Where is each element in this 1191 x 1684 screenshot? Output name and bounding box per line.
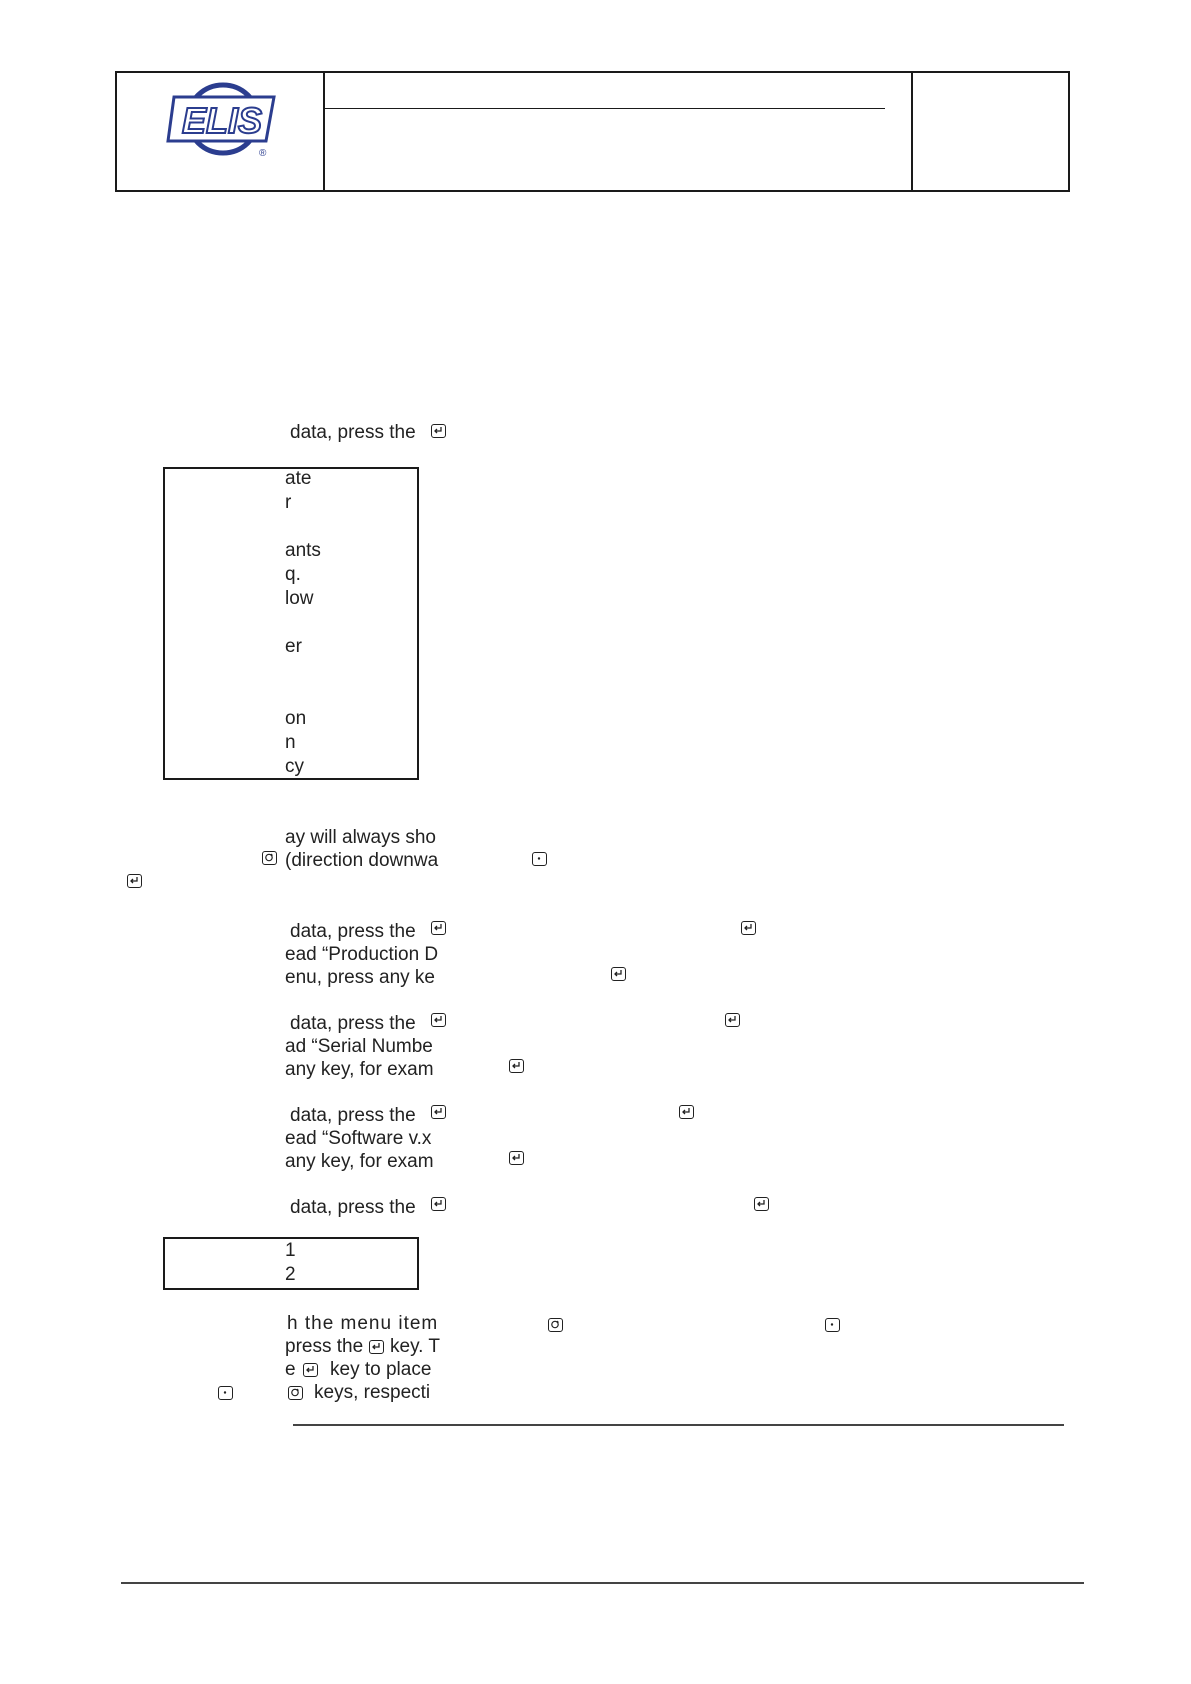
p4-line2: ead “Software v.x	[285, 1128, 432, 1149]
enter-key-icon	[431, 424, 446, 438]
enter-key-icon	[509, 1151, 524, 1165]
option-list	[285, 1239, 415, 1288]
enter-key-icon	[754, 1197, 769, 1211]
menu-item: er	[285, 636, 302, 657]
p6-line4b: keys, respecti	[314, 1382, 431, 1403]
header-logo-cell	[117, 73, 325, 190]
menu-item: ants	[285, 540, 321, 561]
select-key-icon	[825, 1318, 840, 1332]
p4-line1: data, press the	[290, 1105, 416, 1126]
select-key-icon	[218, 1386, 233, 1400]
p6-line3b: key to place	[330, 1359, 432, 1380]
enter-key-icon	[679, 1105, 694, 1119]
option-item: 2	[285, 1264, 296, 1285]
enter-key-icon	[611, 967, 626, 981]
menu-item: n	[285, 732, 296, 753]
enter-key-icon	[431, 1105, 446, 1119]
paragraph-3	[285, 1012, 448, 1084]
footer-divider	[121, 1582, 1084, 1584]
enter-key-icon	[431, 921, 446, 935]
paragraph-2	[285, 920, 448, 992]
p1-line2: (direction downwa	[285, 850, 439, 871]
enter-key-icon	[725, 1013, 740, 1027]
p5-line1: data, press the	[290, 1197, 416, 1218]
paragraph-6	[285, 1312, 448, 1408]
p3-line2: ad “Serial Numbe	[285, 1036, 433, 1057]
p2-line2: ead “Production D	[285, 944, 439, 965]
section-divider	[293, 1424, 1064, 1426]
p2-line1: data, press the	[290, 921, 416, 942]
intro-text: data, press the	[290, 422, 416, 443]
menu-item: cy	[285, 756, 304, 777]
enter-key-icon	[741, 921, 756, 935]
paragraph-1	[285, 826, 448, 876]
menu-item: ate	[285, 468, 312, 489]
header-page-cell	[915, 73, 1065, 189]
p4-line3: any key, for exam	[285, 1151, 434, 1172]
p6-line1: h the menu item	[287, 1313, 439, 1334]
enter-key-icon	[431, 1197, 446, 1211]
menu-list	[285, 467, 415, 780]
menu-item: q.	[285, 564, 301, 585]
enter-key-icon	[431, 1013, 446, 1027]
p6-line2b: key. T	[390, 1336, 440, 1357]
enter-key-icon	[509, 1059, 524, 1073]
enter-key-icon	[369, 1340, 384, 1354]
document-header	[115, 71, 1070, 192]
header-title-cell	[323, 73, 885, 109]
header-divider	[911, 73, 913, 190]
enter-key-icon	[303, 1363, 318, 1377]
select-key-icon	[532, 852, 547, 866]
cycle-key-icon	[548, 1318, 563, 1332]
option-item: 1	[285, 1240, 296, 1261]
elis-logo	[166, 81, 281, 159]
p3-line1: data, press the	[290, 1013, 416, 1034]
p3-line3: any key, for exam	[285, 1059, 434, 1080]
logo-registered: ®	[259, 148, 267, 159]
menu-item: low	[285, 588, 314, 609]
p6-line3: e	[285, 1359, 296, 1380]
menu-item: r	[285, 492, 292, 513]
paragraph-4	[285, 1104, 448, 1176]
menu-item: on	[285, 708, 307, 729]
p2-line3: enu, press any ke	[285, 967, 435, 988]
cycle-key-icon	[288, 1386, 303, 1400]
cycle-key-icon	[262, 851, 277, 865]
p6-line2: press the	[285, 1336, 364, 1357]
enter-key-icon	[127, 874, 142, 888]
header-subtitle-cell	[323, 109, 909, 189]
p1-line1: ay will always sho	[285, 827, 436, 848]
logo-text: ELIS	[181, 100, 263, 141]
